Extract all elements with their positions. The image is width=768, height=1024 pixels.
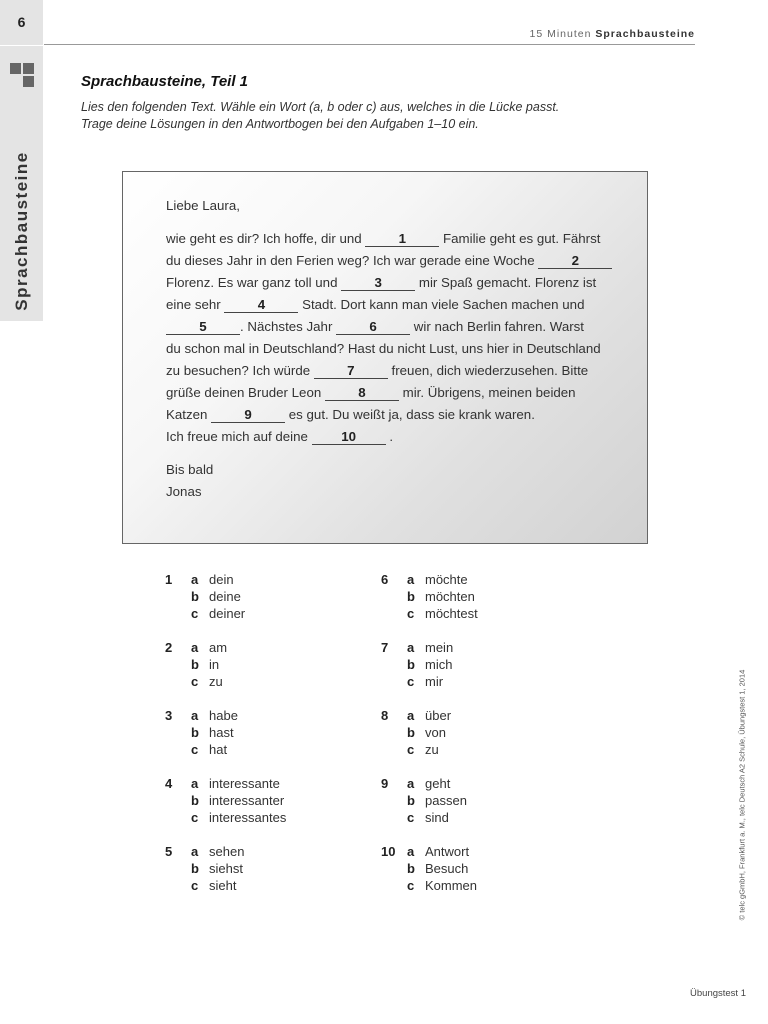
answer-choice — [407, 588, 475, 605]
letter-text-segment: Familie geht es gut. Fährst — [439, 231, 601, 246]
choice-word: passen — [425, 793, 467, 808]
letter-line — [166, 272, 612, 294]
answer-choice — [407, 860, 468, 877]
letter-line — [166, 228, 612, 250]
choice-letter: c — [191, 606, 199, 621]
page-number-tab — [0, 0, 43, 45]
choice-word: interessantes — [209, 810, 287, 825]
choice-word: siehst — [209, 861, 243, 876]
gap-blank-6: 6 — [336, 320, 410, 335]
answer-choice — [191, 605, 245, 622]
choice-letter: b — [191, 793, 199, 808]
side-tab — [0, 46, 43, 321]
letter-text-segment: grüße deinen Bruder Leon — [166, 385, 325, 400]
question-number: 10 — [381, 844, 396, 859]
running-header — [530, 28, 696, 40]
choice-word: mich — [425, 657, 453, 672]
letter-text-segment: Ich freue mich auf deine — [166, 429, 312, 444]
question-5 — [165, 843, 365, 895]
question-9 — [381, 775, 581, 827]
footer-label: Übungstest 1 — [690, 988, 746, 999]
choice-word: deine — [209, 589, 241, 604]
choice-letter: a — [191, 844, 199, 859]
answer-choice — [191, 792, 284, 809]
choice-letter: b — [191, 725, 199, 740]
letter-text-segment: eine sehr — [166, 297, 225, 312]
answer-choice — [191, 741, 227, 758]
letter-text-segment: wie geht es dir? Ich hoffe, dir und — [166, 231, 366, 246]
choice-word: hast — [209, 725, 234, 740]
choice-letter: c — [191, 742, 199, 757]
instruction-line: Trage deine Lösungen in den Antwortbogen bei den Aufgaben 1–10 ein. — [81, 117, 479, 131]
letter-text-segment: Stadt. Dort kann man viele Sachen machen und — [298, 297, 585, 312]
choice-letter: b — [407, 589, 415, 604]
answer-choice — [407, 775, 450, 792]
letter-box — [122, 171, 648, 544]
letter-text-segment: . — [385, 429, 394, 444]
question-number: 7 — [381, 640, 389, 655]
choice-letter: a — [407, 776, 415, 791]
gap-blank-8: 8 — [325, 386, 399, 401]
choice-letter: a — [191, 776, 199, 791]
answer-choice — [191, 673, 223, 690]
letter-closing: Bis bald — [166, 462, 214, 477]
choice-letter: a — [407, 640, 415, 655]
answer-choice — [407, 639, 453, 656]
question-3 — [165, 707, 365, 759]
letter-line — [166, 382, 612, 404]
header-section: Sprachbausteine — [595, 28, 695, 40]
paragraph-spacer — [166, 448, 612, 459]
answer-choice — [407, 571, 468, 588]
question-4 — [165, 775, 365, 827]
choice-word: hat — [209, 742, 228, 757]
choice-word: dein — [209, 572, 234, 587]
letter-text-segment: mir Spaß gemacht. Florenz ist — [415, 275, 597, 290]
letter-line — [166, 360, 612, 382]
side-section-label: Sprachbausteine — [12, 151, 31, 311]
answer-choice — [407, 877, 477, 894]
letter-text-segment: es gut. Du weißt ja, dass sie krank waren. — [285, 407, 535, 422]
header-rule — [44, 44, 695, 45]
letter-signature: Jonas — [166, 484, 202, 499]
question-number: 3 — [165, 708, 173, 723]
choice-letter: b — [191, 589, 199, 604]
choice-word: Besuch — [425, 861, 469, 876]
choice-word: habe — [209, 708, 238, 723]
copyright-note: © telc gGmbH, Frankfurt a. M., telc Deutsch A2 Schule, Übungstest 1, 2014 — [737, 669, 747, 921]
choice-word: zu — [425, 742, 439, 757]
choice-word: interessanter — [209, 793, 285, 808]
choice-letter: b — [407, 725, 415, 740]
gap-blank-3: 3 — [341, 276, 415, 291]
question-number: 9 — [381, 776, 389, 791]
page-number: 6 — [17, 14, 26, 30]
answer-choice — [191, 860, 243, 877]
choice-word: sehen — [209, 844, 245, 859]
letter-text-segment: . Nächstes Jahr — [240, 319, 337, 334]
letter-text-segment: du schon mal in Deutschland? Hast du nicht Lust, uns hier in Deutschland — [166, 341, 601, 356]
question-1 — [165, 571, 365, 623]
choice-letter: b — [407, 793, 415, 808]
answer-choice — [191, 809, 286, 826]
choice-word: zu — [209, 674, 223, 689]
choice-letter: a — [407, 708, 415, 723]
answer-choice — [407, 656, 452, 673]
answer-choice — [191, 775, 280, 792]
instructions — [81, 99, 559, 133]
letter-line — [166, 250, 612, 272]
letter-text — [166, 195, 612, 503]
choice-word: von — [425, 725, 446, 740]
choice-letter: c — [407, 878, 415, 893]
answer-choice — [191, 571, 234, 588]
letter-line — [166, 426, 612, 448]
choice-word: sieht — [209, 878, 237, 893]
choice-word: Kommen — [425, 878, 478, 893]
letter-line — [166, 294, 612, 316]
choice-letter: c — [191, 810, 199, 825]
choice-letter: a — [191, 708, 199, 723]
choice-letter: c — [407, 606, 415, 621]
instruction-line: Lies den folgenden Text. Wähle ein Wort (a, b oder c) aus, welches in die Lücke passt. — [81, 100, 560, 114]
question-number: 4 — [165, 776, 173, 791]
answer-choice — [191, 877, 236, 894]
choice-word: geht — [425, 776, 451, 791]
question-7 — [381, 639, 581, 691]
question-number: 6 — [381, 572, 389, 587]
answer-choice — [407, 809, 449, 826]
answer-choice — [407, 843, 469, 860]
answer-choice — [191, 639, 227, 656]
question-8 — [381, 707, 581, 759]
letter-greeting: Liebe Laura, — [166, 198, 240, 213]
page-title: Sprachbausteine, Teil 1 — [81, 73, 248, 90]
answer-choice — [191, 724, 234, 741]
choice-word: möchtest — [425, 606, 478, 621]
answer-choice — [407, 724, 446, 741]
answer-choice — [191, 656, 219, 673]
choice-letter: a — [191, 640, 199, 655]
choice-word: deiner — [209, 606, 246, 621]
letter-line — [166, 316, 612, 338]
question-number: 8 — [381, 708, 389, 723]
gap-blank-4: 4 — [224, 298, 298, 313]
gap-blank-10: 10 — [312, 430, 386, 445]
gap-blank-1: 1 — [365, 232, 439, 247]
gap-blank-7: 7 — [314, 364, 388, 379]
choice-letter: b — [407, 861, 415, 876]
choice-word: möchte — [425, 572, 468, 587]
letter-text-segment: zu besuchen? Ich würde — [166, 363, 314, 378]
question-number: 1 — [165, 572, 173, 587]
choice-word: in — [209, 657, 220, 672]
gap-blank-5: 5 — [166, 320, 240, 335]
question-10 — [381, 843, 581, 895]
answer-choice — [407, 673, 443, 690]
gap-blank-9: 9 — [211, 408, 285, 423]
choice-letter: c — [407, 674, 415, 689]
choice-letter: c — [191, 674, 199, 689]
choice-word: Antwort — [425, 844, 470, 859]
answer-choice — [407, 741, 439, 758]
choice-letter: c — [407, 810, 415, 825]
choice-word: über — [425, 708, 452, 723]
choice-letter: b — [191, 657, 199, 672]
letter-text-segment: Florenz. Es war ganz toll und — [166, 275, 342, 290]
answer-choice — [191, 843, 244, 860]
answer-choice — [407, 605, 478, 622]
choice-letter: b — [407, 657, 415, 672]
question-2 — [165, 639, 365, 691]
choice-letter: b — [191, 861, 199, 876]
answer-choice — [191, 707, 238, 724]
gap-blank-2: 2 — [538, 254, 612, 269]
choice-letter: c — [407, 742, 415, 757]
choice-word: sind — [425, 810, 449, 825]
paragraph-spacer — [166, 217, 612, 228]
choice-word: am — [209, 640, 228, 655]
choice-letter: a — [191, 572, 199, 587]
question-6 — [381, 571, 581, 623]
choice-word: interessante — [209, 776, 280, 791]
letter-text-segment: wir nach Berlin fahren. Warst — [410, 319, 584, 334]
question-number: 5 — [165, 844, 173, 859]
choice-letter: a — [407, 572, 415, 587]
letter-line — [166, 338, 612, 360]
choice-word: möchten — [425, 589, 475, 604]
choice-letter: a — [407, 844, 415, 859]
choice-word: mir — [425, 674, 444, 689]
answer-choice — [407, 707, 451, 724]
answer-choice — [407, 792, 467, 809]
letter-text-segment: du dieses Jahr in den Ferien weg? Ich war gerade eine Woche — [166, 253, 539, 268]
letter-line — [166, 404, 612, 426]
choice-letter: c — [191, 878, 199, 893]
question-number: 2 — [165, 640, 173, 655]
choice-word: mein — [425, 640, 454, 655]
header-time: 15 Minuten — [529, 28, 592, 40]
letter-text-segment: freuen, dich wiederzusehen. Bitte — [387, 363, 589, 378]
answer-choice — [191, 588, 241, 605]
letter-text-segment: Katzen — [166, 407, 212, 422]
letter-text-segment: mir. Übrigens, meinen beiden — [398, 385, 576, 400]
